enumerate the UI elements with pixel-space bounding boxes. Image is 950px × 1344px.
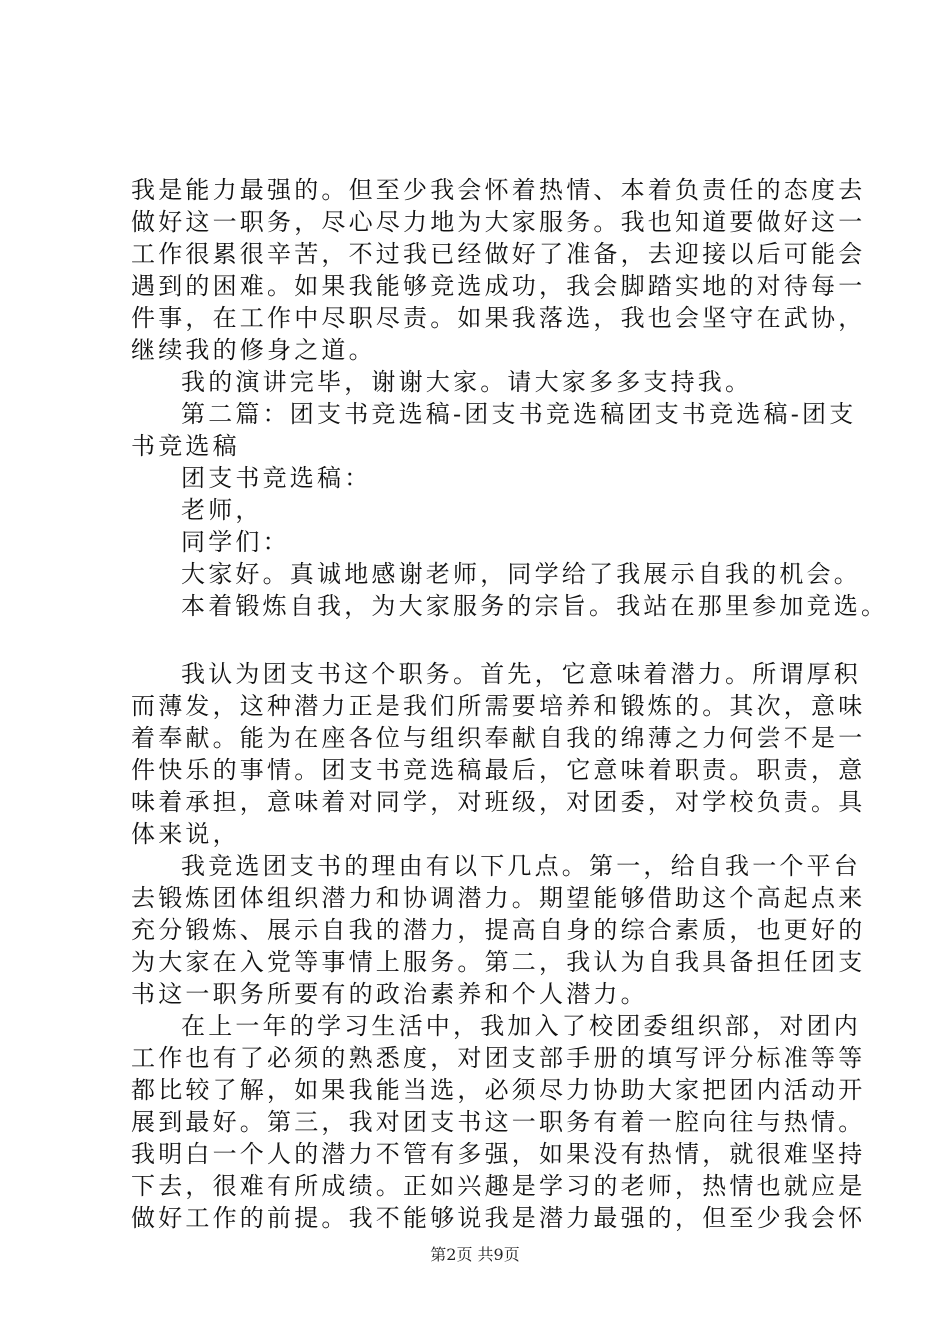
text-line: 件事，在工作中尽职尽责。如果我落选，我也会坚守在武协， <box>131 304 866 332</box>
text-line: 大家好。真诚地感谢老师，同学给了我展示自我的机会。 <box>181 560 861 588</box>
text-line: 我竞选团支书的理由有以下几点。第一，给自我一个平台 <box>181 852 861 880</box>
text-line: 着奉献。能为在座各位与组织奉献自我的绵薄之力何尝不是一 <box>131 724 866 752</box>
text-line: 我认为团支书这个职务。首先，它意味着潜力。所谓厚积 <box>181 660 861 688</box>
text-line: 我明白一个人的潜力不管有多强，如果没有热情，就很难坚持 <box>131 1140 866 1168</box>
section-heading: 第二篇：团支书竞选稿-团支书竞选稿团支书竞选稿-团支 <box>181 400 857 428</box>
text-line: 继续我的修身之道。 <box>131 336 376 364</box>
text-line: 在上一年的学习生活中，我加入了校团委组织部，对团内 <box>181 1012 861 1040</box>
document-body <box>131 174 889 1234</box>
text-line: 做好这一职务，尽心尽力地为大家服务。我也知道要做好这一 <box>131 208 866 236</box>
text-line: 我的演讲完毕，谢谢大家。请大家多多支持我。 <box>181 368 753 396</box>
text-line: 本着锻炼自我，为大家服务的宗旨。我站在那里参加竞选。 <box>181 592 889 620</box>
text-line: 书这一职务所要有的政治素养和个人潜力。 <box>131 980 648 1008</box>
text-line: 味着承担，意味着对同学，对班级，对团委，对学校负责。具 <box>131 788 866 816</box>
salutation: 同学们： <box>181 528 290 556</box>
page-number: 第2页 共9页 <box>430 1245 520 1264</box>
salutation: 老师， <box>181 496 263 524</box>
text-line: 去锻炼团体组织潜力和协调潜力。期望能够借助这个高起点来 <box>131 884 866 912</box>
text-line: 下去，很难有所成绩。正如兴趣是学习的老师，热情也就应是 <box>131 1172 866 1200</box>
paragraph-gap <box>131 622 831 658</box>
text-line: 做好工作的前提。我不能够说我是潜力最强的，但至少我会怀 <box>131 1204 866 1232</box>
text-line: 遇到的困难。如果我能够竞选成功，我会脚踏实地的对待每一 <box>131 272 866 300</box>
section-heading-continued: 书竞选稿 <box>131 432 240 460</box>
text-line: 我是能力最强的。但至少我会怀着热情、本着负责任的态度去 <box>131 176 866 204</box>
text-line: 工作很累很辛苦，不过我已经做好了准备，去迎接以后可能会 <box>131 240 866 268</box>
text-line: 都比较了解，如果我能当选，必须尽力协助大家把团内活动开 <box>131 1076 866 1104</box>
text-line: 件快乐的事情。团支书竞选稿最后，它意味着职责。职责，意 <box>131 756 866 784</box>
text-line: 体来说， <box>131 820 240 848</box>
text-line: 工作也有了必须的熟悉度，对团支部手册的填写评分标准等等 <box>131 1044 866 1072</box>
speech-title: 团支书竞选稿： <box>181 464 372 492</box>
text-line: 而薄发，这种潜力正是我们所需要培养和锻炼的。其次，意味 <box>131 692 866 720</box>
text-line: 为大家在入党等事情上服务。第二，我认为自我具备担任团支 <box>131 948 866 976</box>
text-line: 充分锻炼、展示自我的潜力，提高自身的综合素质，也更好的 <box>131 916 866 944</box>
text-line: 展到最好。第三，我对团支书这一职务有着一腔向往与热情。 <box>131 1108 866 1136</box>
